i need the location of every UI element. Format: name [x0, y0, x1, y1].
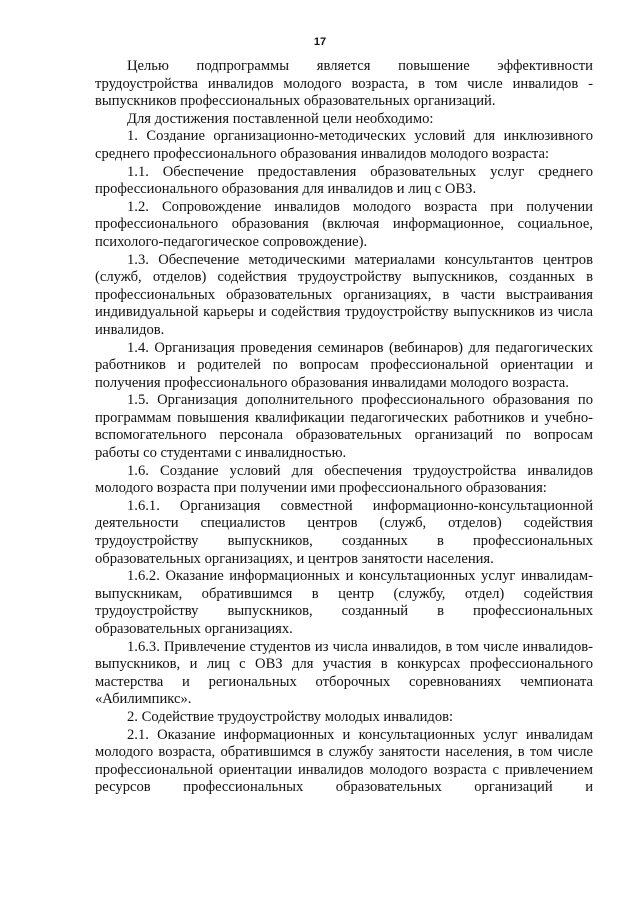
- paragraph-item-1: 1. Создание организационно-методических условий для инклюзивного среднего профессионального образования инвалидов молодого возраста:: [95, 128, 593, 162]
- paragraph-item-2: 2. Содействие трудоустройству молодых инвалидов:: [127, 708, 454, 725]
- paragraph-item-1-5: 1.5. Организация дополнительного профессионального образования по программам повышения квалификации педагогических работников и учебно-вспомогательного персонала образовательных организаций по вопросам работы со студентами с инвалидностью.: [95, 392, 593, 462]
- paragraph-item-1-6-3: 1.6.3. Привлечение студентов из числа инвалидов, в том числе инвалидов-выпускников, и лиц с ОВЗ для участия в конкурсах профессионального мастерства и региональных отборочных соревнованиях чемпионата «Абилимпикс».: [95, 638, 593, 708]
- paragraph-item-1-2: 1.2. Сопровождение инвалидов молодого возраста при получении профессионального образования (включая информационное, социальное, психолого-педагогическое сопровождение).: [95, 198, 593, 250]
- paragraph-item-1-6-2: 1.6.2. Оказание информационных и консультационных услуг инвалидам-выпускникам, обратившимся в центр (службу, отдел) содействия трудоустройству выпускников, созданный в профессиональных образовательных организациях.: [95, 568, 593, 637]
- paragraph-item-1-3: 1.3. Обеспечение методическими материалами консультантов центров (служб, отделов) содействия трудоустройству выпускников, созданных в профессиональных образовательных организациях, в части выстраивания индивидуальной карьеры и содействия трудоустройству выпускников из числа инвалидов.: [95, 251, 593, 338]
- paragraph-item-1-6-1: 1.6.1. Организация совместной информационно-консультационной деятельности специалистов центров (служб, отделов) содействия трудоустройству выпускников, созданных в профессиональных образовательных организациях, и центров занятости населения.: [95, 497, 593, 567]
- paragraph-goal: Целью подпрограммы является повышение эффективности трудоустройства инвалидов молодого возраста, в том числе инвалидов - выпускников профессиональных образовательных организаций.: [95, 58, 593, 110]
- page-number: 17: [313, 36, 327, 48]
- body-text: [95, 58, 593, 797]
- paragraph-intro: Для достижения поставленной цели необходимо:: [127, 110, 434, 127]
- paragraph-item-1-4: 1.4. Организация проведения семинаров (вебинаров) для педагогических работников и родителей по вопросам профессиональной ориентации и получения профессионального образования инвалидами молодого возраста.: [95, 339, 593, 391]
- paragraph-item-1-6: 1.6. Создание условий для обеспечения трудоустройства инвалидов молодого возраста при получении ими профессионального образования:: [95, 462, 593, 497]
- paragraph-item-2-1: 2.1. Оказание информационных и консультационных услуг инвалидам молодого возраста, обратившимся в службу занятости населения, в том числе профессиональной ориентации инвалидов молодого возраста с привлечением ресурсов профессиональных образовательных организаций и: [95, 726, 593, 796]
- paragraph-item-1-1: 1.1. Обеспечение предоставления образовательных услуг среднего профессионального образования для инвалидов и лиц с ОВЗ.: [95, 163, 593, 198]
